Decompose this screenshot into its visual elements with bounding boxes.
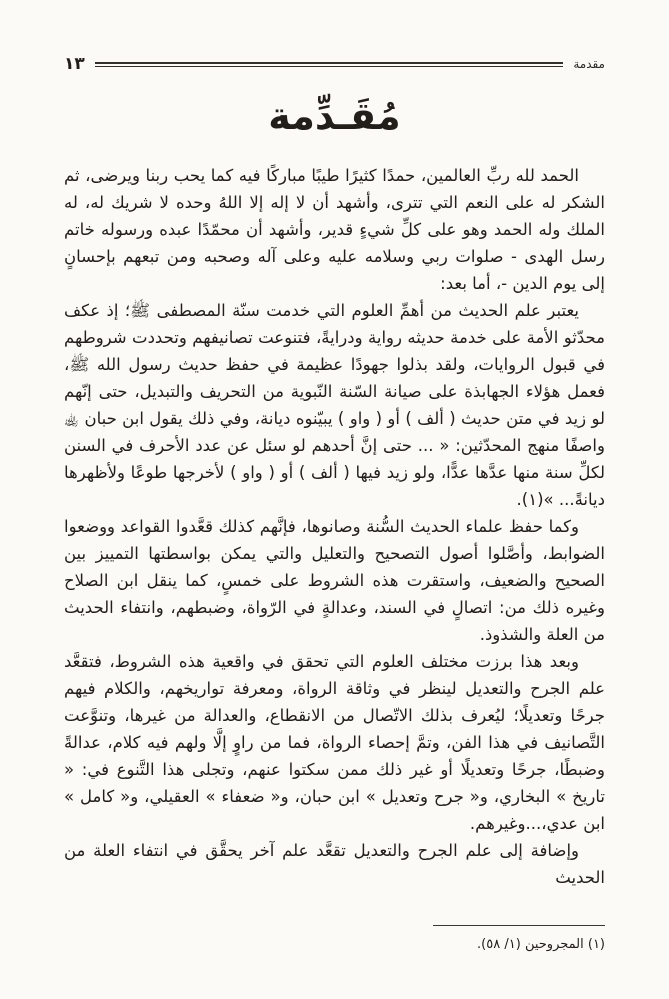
- footnote-separator: [433, 925, 605, 926]
- header-rule: [95, 62, 564, 67]
- body-text: [64, 162, 605, 925]
- paragraph-2: يعتبر علم الحديث من أهمِّ العلوم التي خدمت سنّة المصطفى ﷺ؛ إذ عكف محدّثو الأمة على خدمة حديثه رواية ودرايةً، فتنوعت تصانيفهم وتحددت شروطهم في قبول الروايات، ولقد بذلوا جهودًا عظيمة في حفظ حديث رسول الله ﷺ، فعمل هؤلاء الجهابذة على صيانة السّنة النّبوية من التحريف والتبديل، حتى إنّهم لو زيد في متن حديث ( ألف ) أو ( واو ) يبيّنوه ديانة، وفي ذلك يقول ابن حبان ﵀ واصفًا منهج المحدّثين: « ... حتى إنَّ أحدهم لو سئل عن عدد الأحرف في السنن لكلِّ سنة منها عدَّها عدًّا، ولو زيد فيها ( ألف ) أو ( واو ) لأخرجها طوعًا ولأظهرها ديانةً... »(١).: [64, 301, 605, 509]
- paragraph-3: وكما حفظ علماء الحديث السُّنة وصانوها، فإنَّهم كذلك قعَّدوا القواعد ووضعوا الضوابط، وأصَّلوا أصول التصحيح والتعليل والتي يمكن بواسطتها التمييز بين الصحيح والضعيف، واستقرت هذه الشروط على خمسٍ، كما ينقل ابن الصلاح وغيره ذلك من: اتصالٍ في السند، وعدالةٍ في الرّواة، وضبطهم، وانتفاء الحديث من العلة والشذوذ.: [64, 517, 605, 644]
- chapter-title: مُقَـدِّمة: [268, 94, 401, 138]
- paragraph-1: الحمد لله ربِّ العالمين، حمدًا كثيرًا طيبًا مباركًا فيه كما يحب ربنا ويرضى، ثم الشكر له على النعم التي تترى، وأشهد أن لا إله إلا اللهُ وحده لا شريك له، له الملك وله الحمد وهو على كلِّ شيءٍ قدير، وأشهد أن محمّدًا عبده ورسوله خاتم رسل الهدى - صلوات ربي وسلامه عليه وعلى آله وصحبه ومن تبعهم بإحسانٍ إلى يوم الدين -، أما بعد:: [64, 166, 605, 293]
- footnote-area: [64, 925, 605, 955]
- paragraph-5: وإضافة إلى علم الجرح والتعديل تقعَّد علم آخر يحقَّق في انتفاء العلة من الحديث: [64, 841, 605, 887]
- page-number: ١٣: [64, 54, 85, 74]
- footnote: (١) المجروحين (١/ ٥٨).: [477, 937, 605, 952]
- page-header: [64, 54, 605, 74]
- paragraph-4: وبعد هذا برزت مختلف العلوم التي تحقق في واقعية هذه الشروط، فتقعَّد علم الجرح والتعديل لينظر في وثاقة الرواة، ومعرفة تواريخهم، والكلام فيهم جرحًا وتعديلًا؛ ليُعرف بذلك الاتّصال من الانقطاع، والعدالة من غيرها، وتنوَّعت التَّصانيف في هذا الفن، وتمَّ إحصاء الرواة، فما من راوٍ إلَّا ولهم فيه كلام، عدالةً وضبطًا، جرحًا وتعديلًا أو غير ذلك ممن سكتوا عنهم، وتجلى هذا التَّنوع في: « تاريخ » البخاري، و« جرح وتعديل » ابن حبان، و« ضعفاء » العقيلي، و« كامل » ابن عدي،...وغيرهم.: [64, 652, 605, 833]
- running-title: مقدمة: [573, 57, 605, 71]
